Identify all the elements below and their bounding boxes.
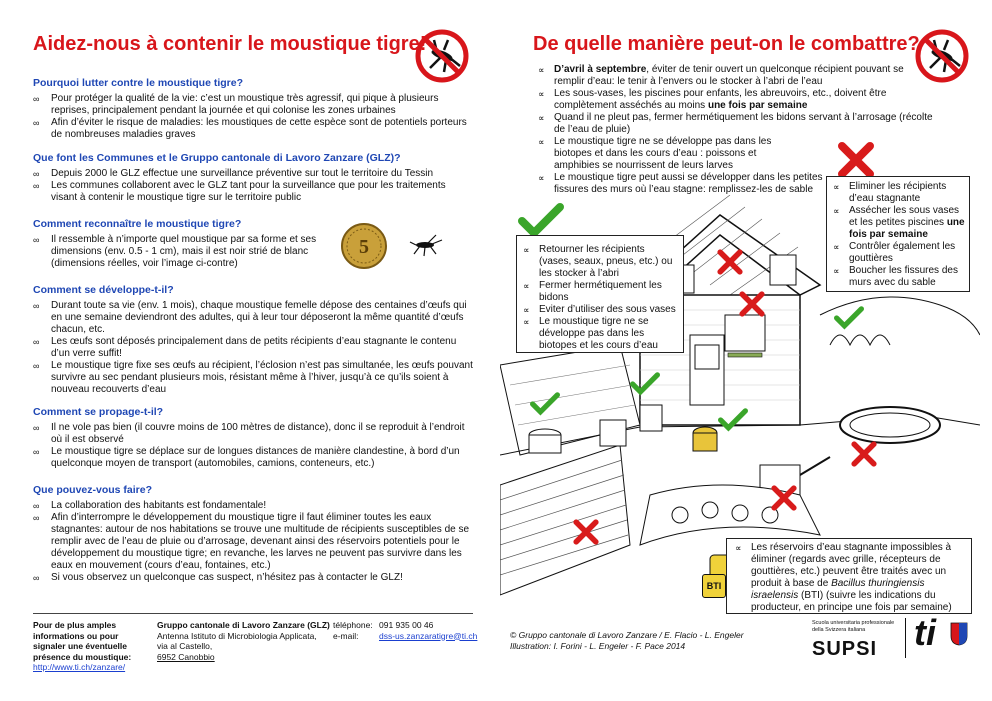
footer-info	[33, 620, 151, 673]
email-label: e-mail:	[333, 630, 359, 641]
check-icon	[518, 203, 564, 239]
cross-icon	[770, 484, 798, 512]
list-item	[833, 205, 965, 241]
list-item: ∝ Retourner les récipients (vases, seaux, pneus, etc.) ou les stocker à l’abri	[523, 244, 679, 280]
list-item: ∞ Les œufs sont déposés principalement dans de petits récipients d’eau stagnante le contenu d’un verre suffit!	[33, 336, 473, 360]
ti-logo: ti	[914, 612, 936, 653]
supsi-wordmark: SUPSI	[812, 638, 878, 660]
cross-icon	[836, 140, 876, 180]
no-box	[826, 176, 970, 292]
check-icon	[530, 392, 560, 416]
list-item	[538, 88, 908, 112]
list-item	[538, 64, 908, 88]
footer-org-line2: via al Castello,	[157, 641, 213, 651]
list-item-bold: D’avril à septembre	[554, 64, 647, 75]
no-mosquito-icon	[914, 28, 970, 84]
section-spread	[33, 406, 473, 470]
section-heading: Comment se développe-t-il?	[33, 284, 174, 296]
list-item: ∞ Le moustique tigre fixe ses œufs au récipient, l’éclosion n’est pas simultanée, les œufs pouvant survivre au sec pendant plusieurs mois, résistant même à l’hiver, jusqu’à ce qu’ils soient à nouveau recouverts d’eau	[33, 360, 473, 396]
section-heading: Pourquoi lutter contre le moustique tigre?	[33, 77, 244, 89]
left-title: Aidez-nous à contenir le moustique tigre!	[33, 33, 427, 55]
footer-org-line1: Antenna Istituto di Microbiologia Applicata,	[157, 630, 317, 641]
mosquito-icon	[408, 232, 444, 258]
check-icon	[630, 372, 660, 396]
footer-url-link[interactable]: http://www.ti.ch/zanzare/	[33, 662, 126, 672]
list-item: ∞ La collaboration des habitants est fondamentale!	[33, 500, 473, 512]
list-item-text: Assécher les sous vases et les petites piscines	[849, 205, 960, 228]
bti-box	[726, 538, 972, 614]
list-item-bold: une fois par semaine	[849, 217, 965, 240]
tel-label: téléphone:	[333, 620, 373, 630]
cross-icon	[850, 440, 878, 468]
footer-org-line3: 6952 Canobbio	[157, 651, 215, 662]
list-item: ∝ Le moustique tigre ne se développe pas dans les biotopes et dans les cours d’eau : poissons et amphibies se nourrissent de leurs larves	[538, 136, 794, 172]
section-why	[33, 77, 473, 141]
footer-org	[157, 620, 337, 662]
credit-line-1: © Gruppo cantonale di Lavoro Zanzare / E. Flacio - L. Engeler	[510, 630, 744, 640]
list-item: ∞ Afin d’interrompre le développement du moustique tigre il faut éliminer toutes les eaux stagnantes: autour de nos habitations se trouve une multitude de récipients susceptibles de se remplir avec de l’eau de pluie ou d’arrosage, devenant ainsi des réservoirs potentiels pour le développement du moustique tigre; en revanche, les larves ne peuvent pas survivre dans les eaux en mouvement (cours d’eau, fontaines, etc.)	[33, 512, 473, 572]
list-item: ∞ Il ne vole pas bien (il couvre moins de 100 mètres de distance), donc il se reproduit à l’endroit où il est observé	[33, 422, 473, 446]
footer-info-text: Pour de plus amples informations ou pour signaler une éventuelle présence du moustique:	[33, 620, 132, 662]
list-item: ∞ Le moustique tigre se déplace sur de longues distances de manière clandestine, à bord d’un quelconque moyen de transport (automobiles, camions, conteneurs, etc.)	[33, 446, 473, 470]
right-title: De quelle manière peut-on le combattre?	[533, 33, 920, 55]
list-item: ∝ Eviter d’utiliser des sous vases	[523, 304, 679, 316]
list-item-text: , éviter de tenir ouvert un quelconque récipient pouvant se remplir d’eau: le tenir à l’envers ou le stocker à l’abri de l’eau	[554, 64, 904, 87]
list-item: ∝ Le moustique tigre peut aussi se développer dans les petites fissures des murs où l’eau stagne: remplissez-les de sable	[538, 172, 829, 196]
supsi-logo	[812, 620, 902, 661]
list-item: ∝ Contrôler également les gouttières	[833, 241, 965, 265]
section-heading: Que pouvez-vous faire?	[33, 484, 153, 496]
yes-box	[516, 235, 684, 353]
section-heading: Comment se propage-t-il?	[33, 406, 164, 418]
section-recognize	[33, 218, 323, 270]
list-item: ∝ Eliminer les récipients d’eau stagnante	[833, 181, 965, 205]
email-link[interactable]: dss-us.zanzaratigre@ti.ch	[379, 630, 478, 641]
credits	[510, 630, 800, 651]
list-item: ∝ Boucher les fissures des murs avec du sable	[833, 265, 965, 289]
coin-label: 5	[359, 236, 369, 258]
bti-text-pre: Les réservoirs d’eau stagnante impossibles à éliminer (regards avec grille, récepteurs de gouttières, etc.) peuvent être traités avec un produit à base de	[751, 542, 952, 589]
list-item	[735, 542, 967, 614]
check-icon	[718, 408, 748, 432]
list-item: ∝ Le moustique tigre ne se développe pas dans les biotopes et les cours d’eau	[523, 316, 679, 352]
list-item-bold: une fois par semaine	[707, 100, 808, 111]
tel-value: 091 935 00 46	[379, 620, 434, 630]
list-item: ∞ Durant toute sa vie (env. 1 mois), chaque moustique femelle dépose des centaines d’œufs qui en une semaine deviendront des adultes, qui à leur tour déposeront la même quantité d’œufs chacun, etc.	[33, 300, 473, 336]
section-what-todo	[33, 484, 473, 584]
no-mosquito-icon	[414, 28, 470, 84]
bti-species: Bacillus thuringiensis israelensis	[751, 578, 925, 601]
cross-icon	[738, 290, 766, 318]
section-communes	[33, 152, 473, 204]
list-item: ∞ Si vous observez un quelconque cas suspect, n’hésitez pas à contacter le GLZ!	[33, 572, 473, 584]
footer-divider	[33, 613, 473, 614]
supsi-small-1: Scuola universitaria professionale	[812, 620, 895, 626]
footer-contact	[333, 620, 483, 641]
list-item-text: Les sous-vases, les piscines pour enfants, les abreuvoirs, etc., doivent être complètement asséchés au moins	[554, 88, 887, 111]
list-item: ∞ Il ressemble à n’importe quel moustique par sa forme et ses dimensions (env. 0.5 - 1 cm), mais il est noir strié de blanc (dimensions réelles, voir l’image ci-contre)	[33, 234, 323, 270]
credit-line-2: Illustration: I. Forini - L. Engeler - F. Pace 2014	[510, 640, 686, 651]
ti-divider	[905, 618, 906, 658]
footer-org-name: Gruppo cantonale di Lavoro Zanzare (GLZ)	[157, 620, 330, 630]
cross-icon	[716, 248, 744, 276]
list-item: ∞ Les communes collaborent avec le GLZ tant pour la surveillance que pour les traitements visant à contenir le moustique tigre sur le territoire public	[33, 180, 473, 204]
supsi-small-2: della Svizzera italiana	[812, 627, 866, 633]
bti-bottle-label: BTI	[702, 574, 726, 598]
list-item: ∝ Fermer hermétiquement les bidons	[523, 280, 679, 304]
list-item: ∞ Afin d’éviter le risque de maladies: les moustiques de cette espèce sont de potentiels porteurs de nombreuses maladies graves	[33, 117, 473, 141]
ticino-shield-icon	[950, 622, 968, 646]
bti-text-post: (BTI) (suivre les indications du producteur, en principe une fois par semaine)	[751, 590, 952, 613]
list-item: ∞ Depuis 2000 le GLZ effectue une surveillance préventive sur tout le territoire du Tessin	[33, 168, 473, 180]
section-heading: Que font les Communes et le Gruppo cantonale di Lavoro Zanzare (GLZ)?	[33, 152, 401, 164]
check-icon	[834, 306, 864, 330]
list-item: ∞ Pour protéger la qualité de la vie: c’est un moustique très agressif, qui pique à plusieurs reprises, principalement pendant la journée et qui colonise les zones urbaines	[33, 93, 473, 117]
section-develop	[33, 284, 473, 396]
list-item: ∝ Quand il ne pleut pas, fermer hermétiquement les bidons servant à l’arrosage (récolte de l’eau de pluie)	[538, 112, 944, 136]
section-heading: Comment reconnaître le moustique tigre?	[33, 218, 242, 230]
coin-icon	[340, 222, 388, 270]
cross-icon	[572, 518, 600, 546]
